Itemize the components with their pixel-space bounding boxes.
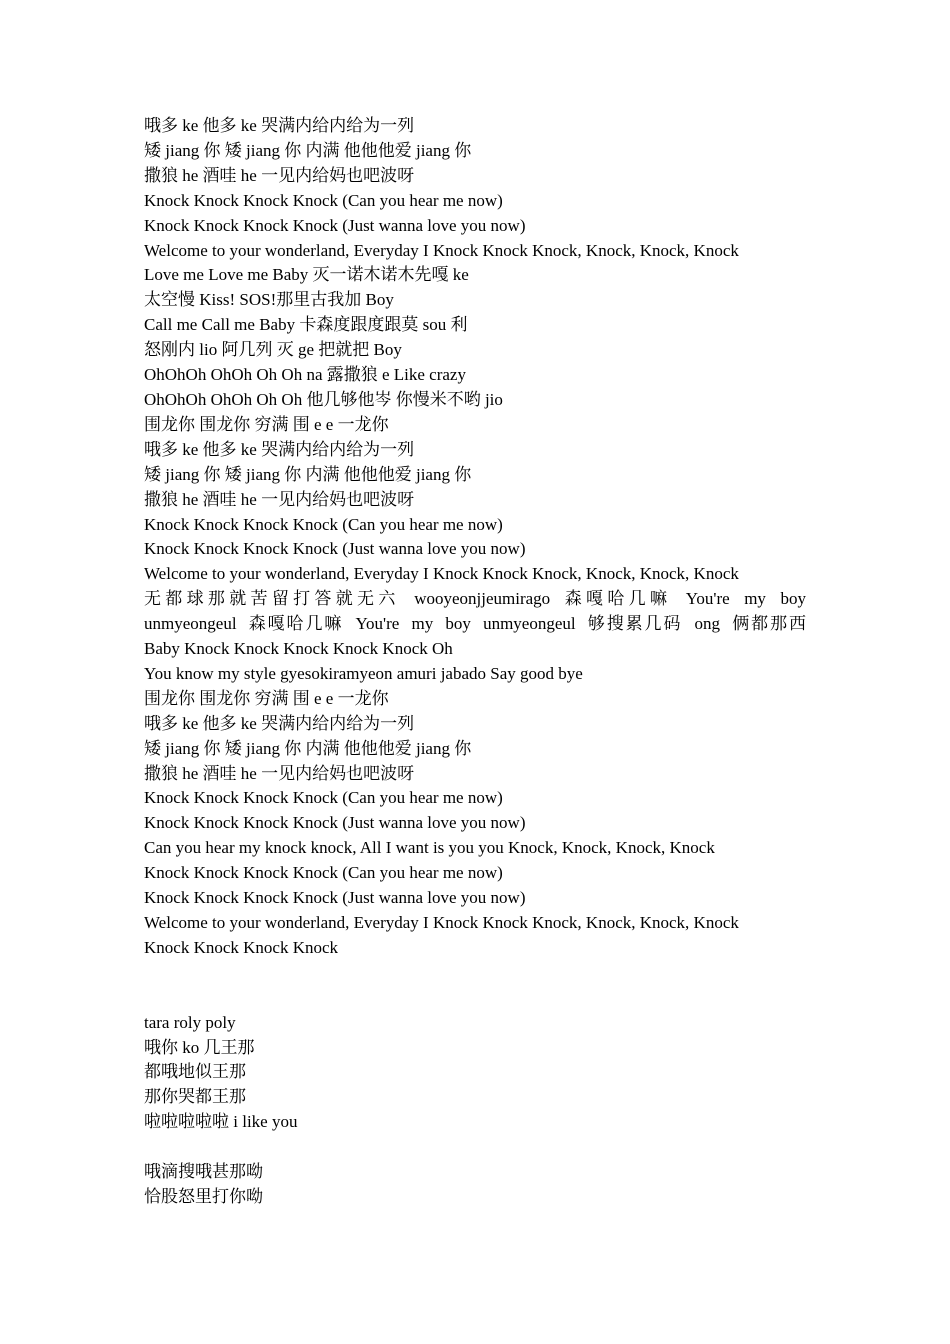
lyric-line: 哦滴搜哦甚那呦: [144, 1162, 263, 1182]
lyric-line: 矮 jiang 你 矮 jiang 你 内满 他他他爱 jiang 你: [144, 464, 472, 484]
lyric-line: Knock Knock Knock Knock (Can you hear me now): [144, 190, 503, 210]
lyric-line: 怒刚内 lio 阿几列 灭 ge 把就把 Boy: [144, 340, 402, 360]
lyric-line: 那你哭都王那: [144, 1087, 246, 1107]
lyric-line: 撒狼 he 酒哇 he 一见内给妈也吧波呀: [144, 489, 415, 509]
lyric-line: Call me Call me Baby 卡森度跟度跟莫 sou 利: [144, 315, 468, 335]
lyric-line: OhOhOh OhOh Oh Oh 他几够他岑 你慢米不哟 jio: [144, 389, 503, 409]
lyric-line: 哦多 ke 他多 ke 哭满内给内给为一列: [144, 116, 415, 135]
lyric-line: Can you hear my knock knock, All I want is you you Knock, Knock, Knock, Knock: [144, 838, 715, 858]
lyric-line: 恰股怒里打你呦: [144, 1186, 263, 1206]
lyric-line: 哦你 ko 几王那: [144, 1037, 255, 1057]
blank-line: [144, 1135, 806, 1160]
blank-line: [144, 961, 806, 986]
lyric-line: 围龙你 围龙你 穷满 围 e e 一龙你: [144, 688, 389, 708]
lyric-line: 矮 jiang 你 矮 jiang 你 内满 他他他爱 jiang 你: [144, 738, 472, 758]
lyric-line: Knock Knock Knock Knock (Just wanna love you now): [144, 813, 526, 833]
lyric-line: unmyeongeul 森嘎哈几嘛 You're my boy unmyeongeul 够搜累几码 ong 俩都那西: [144, 614, 806, 634]
lyric-line: Welcome to your wonderland, Everyday I Knock Knock Knock, Knock, Knock, Knock: [144, 564, 739, 584]
lyric-line: Love me Love me Baby 灭一诺木诺木先嘎 ke: [144, 265, 469, 285]
lyric-line: 哦多 ke 他多 ke 哭满内给内给为一列: [144, 713, 415, 733]
lyric-line: 都哦地似王那: [144, 1062, 246, 1082]
lyric-line: Knock Knock Knock Knock (Can you hear me now): [144, 788, 503, 808]
lyric-line: You know my style gyesokiramyeon amuri jabado Say good bye: [144, 663, 583, 683]
lyric-line: 太空慢 Kiss! SOS!那里古我加 Boy: [144, 290, 394, 310]
lyric-line: Welcome to your wonderland, Everyday I Knock Knock Knock, Knock, Knock, Knock: [144, 913, 739, 932]
lyric-line: Knock Knock Knock Knock (Can you hear me now): [144, 514, 503, 534]
lyric-line: 无都球那就苦留打答就无六 wooyeonjjeumirago 森嘎哈几嘛 You're my boy: [144, 589, 806, 609]
lyric-line: 围龙你 围龙你 穷满 围 e e 一龙你: [144, 414, 389, 434]
lyric-line: 撒狼 he 酒哇 he 一见内给妈也吧波呀: [144, 763, 415, 783]
lyric-line: Knock Knock Knock Knock (Just wanna love you now): [144, 888, 526, 908]
lyric-line: OhOhOh OhOh Oh Oh na 露撒狼 e Like crazy: [144, 365, 466, 385]
lyric-line: Knock Knock Knock Knock: [144, 937, 339, 957]
lyric-line: Welcome to your wonderland, Everyday I Knock Knock Knock, Knock, Knock, Knock: [144, 240, 739, 260]
lyric-line: Baby Knock Knock Knock Knock Knock Oh: [144, 639, 453, 659]
lyric-line: Knock Knock Knock Knock (Just wanna love you now): [144, 215, 526, 235]
lyrics-text: [144, 114, 806, 1210]
lyric-line: 哦多 ke 他多 ke 哭满内给内给为一列: [144, 439, 415, 459]
lyric-line: Knock Knock Knock Knock (Just wanna love you now): [144, 539, 526, 559]
lyric-line: 啦啦啦啦啦 i like you: [144, 1112, 298, 1132]
lyric-line: Knock Knock Knock Knock (Can you hear me now): [144, 863, 503, 883]
blank-line: [144, 986, 806, 1011]
lyric-line: 矮 jiang 你 矮 jiang 你 内满 他他他爱 jiang 你: [144, 140, 472, 160]
lyric-line: tara roly poly: [144, 1012, 236, 1032]
lyric-line: 撒狼 he 酒哇 he 一见内给妈也吧波呀: [144, 165, 415, 185]
